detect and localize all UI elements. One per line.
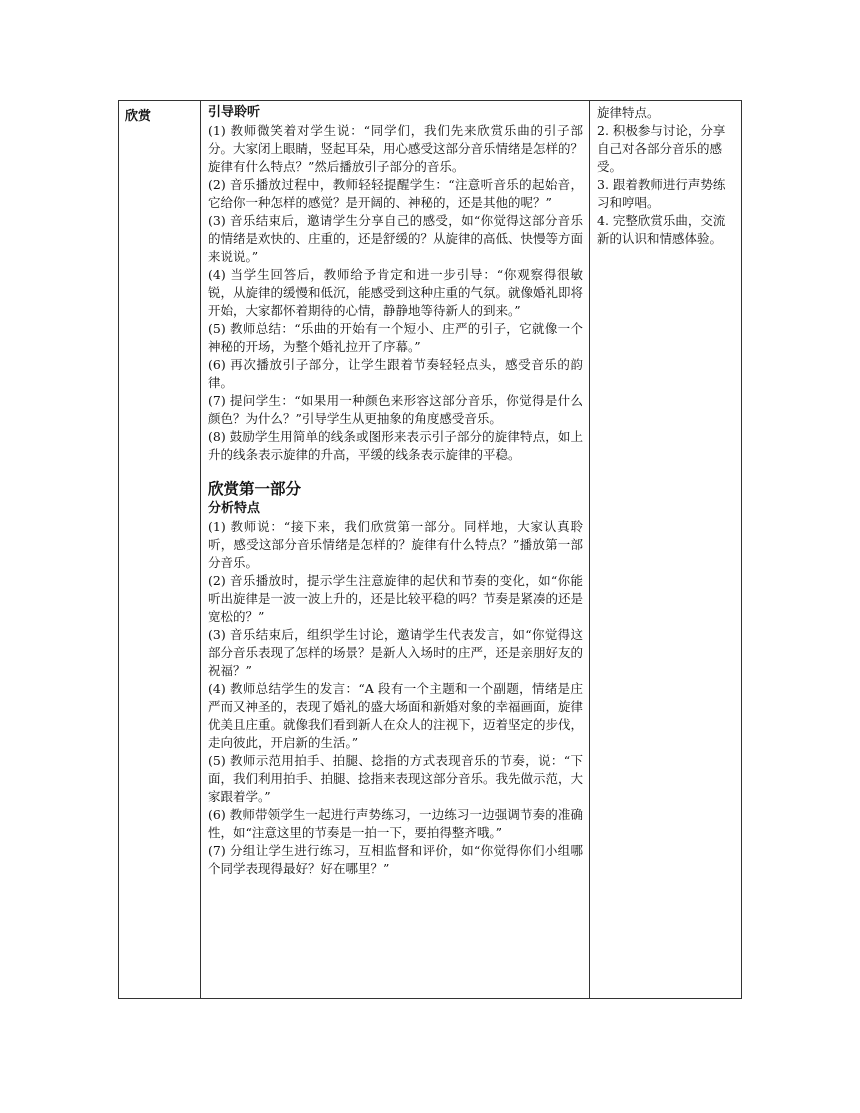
part1-paragraph-1: (1) 教师说：“接下来，我们欣赏第一部分。同样地，大家认真聆听，感受这部分音乐情绪是怎样的？旋律有什么特点？”播放第一部分音乐。	[208, 519, 583, 570]
student-activity-2: 2. 积极参与讨论，分享自己对各部分音乐的感受。	[597, 123, 726, 174]
student-activity-4: 4. 完整欣赏乐曲，交流新的认识和情感体验。	[597, 213, 726, 246]
intro-paragraph-5: (5) 教师总结：“乐曲的开始有一个短小、庄严的引子，它就像一个神秘的开场，为整个婚礼拉开了序幕。”	[208, 321, 583, 354]
stage-label: 欣赏	[125, 109, 152, 124]
intro-paragraph-1: (1) 教师微笑着对学生说：“同学们，我们先来欣赏乐曲的引子部分。大家闭上眼睛，竖起耳朵，用心感受这部分音乐情绪是怎样的？旋律有什么特点？”然后播放引子部分的音乐。	[208, 123, 584, 174]
part1-paragraph-7: (7) 分组让学生进行练习，互相监督和评价，如“你觉得你们小组哪个同学表现得最好？好在哪里？”	[208, 843, 583, 876]
intro-paragraph-6: (6) 再次播放引子部分，让学生跟着节奏轻轻点头，感受音乐的韵律。	[208, 357, 583, 390]
part1-paragraph-2: (2) 音乐播放时，提示学生注意旋律的起伏和节奏的变化，如“你能听出旋律是一波一波上升的，还是比较平稳的吗？节奏是紧凑的还是宽松的？”	[208, 573, 584, 624]
intro-paragraph-4: (4) 当学生回答后，教师给予肯定和进一步引导：“你观察得很敏锐，从旋律的缓慢和低沉，能感受到这种庄重的气氛。就像婚礼即将开始，大家都怀着期待的心情，静静地等待新人的到来。”	[208, 267, 584, 318]
part1-paragraph-6: (6) 教师带领学生一起进行声势练习，一边练习一边强调节奏的准确性，如“注意这里的节奏是一拍一下，要拍得整齐哦。”	[208, 807, 583, 840]
intro-paragraph-2: (2) 音乐播放过程中，教师轻轻提醒学生：“注意听音乐的起始音，它给你一种怎样的感觉？是开阔的、神秘的，还是其他的呢？”	[208, 177, 583, 210]
part1-heading: 分析特点	[208, 501, 261, 516]
part1-paragraph-4: (4) 教师总结学生的发言：“A 段有一个主题和一个副题，情绪是庄严而又神圣的，表现了婚礼的盛大场面和新婚对象的幸福画面，旋律优美且庄重。就像我们看到新人在众人的注视下，迈着坚定的步伐，走向彼此，开启新的生活。”	[208, 681, 584, 750]
part1-paragraph-3: (3) 音乐结束后，组织学生讨论，邀请学生代表发言，如“你觉得这部分音乐表现了怎样的场景？是新人入场时的庄严，还是亲朋好友的祝福？”	[208, 627, 584, 678]
intro-paragraph-7: (7) 提问学生：“如果用一种颜色来形容这部分音乐，你觉得是什么颜色？为什么？”引导学生从更抽象的角度感受音乐。	[208, 393, 583, 426]
intro-paragraph-3: (3) 音乐结束后，邀请学生分享自己的感受，如“你觉得这部分音乐的情绪是欢快的、庄重的，还是舒缓的？从旋律的高低、快慢等方面来说说。”	[208, 213, 584, 264]
intro-paragraph-8: (8) 鼓励学生用简单的线条或图形来表示引子部分的旋律特点，如上升的线条表示旋律的升高，平缓的线条表示旋律的平稳。	[208, 429, 583, 462]
part1-title: 欣赏第一部分	[208, 479, 302, 498]
teacher-activity-column	[201, 101, 590, 998]
lesson-plan-table	[118, 100, 742, 999]
part1-paragraph-5: (5) 教师示范用拍手、拍腿、捻指的方式表现音乐的节奏，说：“下面，我们利用拍手、拍腿、捻指来表现这部分音乐。我先做示范，大家跟着学。”	[208, 753, 584, 804]
student-activity-3: 3. 跟着教师进行声势练习和哼唱。	[597, 177, 726, 210]
student-activity-column	[590, 101, 741, 998]
stage-column	[119, 101, 201, 998]
student-activity-1: 旋律特点。	[597, 105, 660, 120]
intro-heading: 引导聆听	[208, 105, 261, 120]
